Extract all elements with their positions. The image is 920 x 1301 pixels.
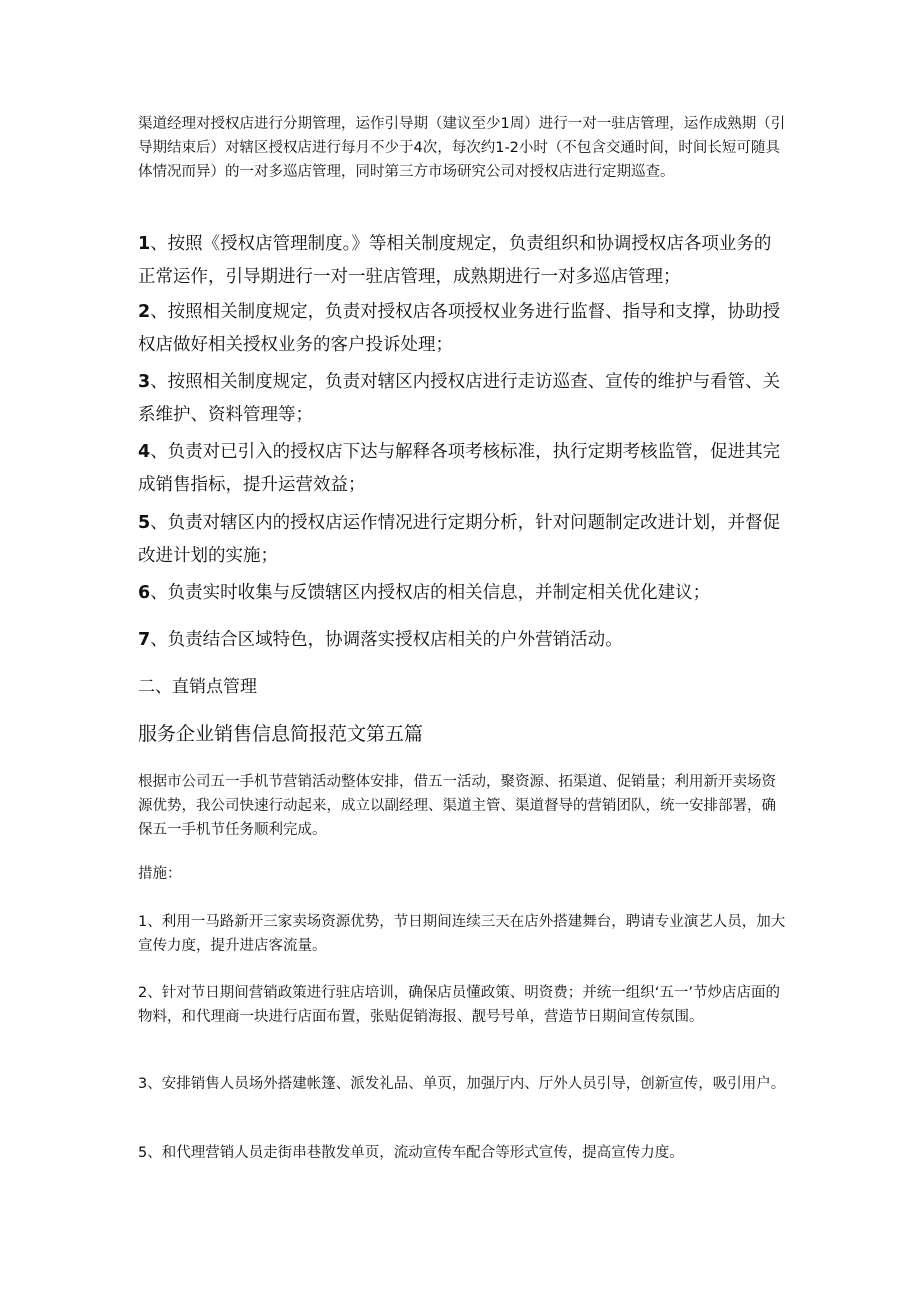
measure-item-2	[138, 981, 788, 1029]
section-title: 服务企业销售信息简报范文第五篇	[138, 723, 424, 745]
measure-number: 2	[138, 985, 148, 1001]
duty-number: 7	[138, 630, 151, 650]
duty-text: 、按照《授权店管理制度。》等相关制度规定，负责组织和协调授权店各项业务的正常运作，引导期进行一对一驻店管理，成熟期进行一对多巡店管理；	[138, 234, 772, 287]
duty-item-1	[138, 228, 788, 294]
duty-text: 、按照相关制度规定，负责对辖区内授权店进行走访巡查、宣传的维护与看管、关系维护、资料管理等；	[138, 372, 781, 425]
measure-item-1	[138, 910, 788, 958]
measures-label: 措施：	[138, 866, 182, 882]
duty-text: 、负责对已引入的授权店下达与解释各项考核标准，执行定期考核监管，促进其完成销售指标，提升运营效益；	[138, 442, 781, 495]
duty-item-3	[138, 366, 788, 432]
intro-paragraph: 渠道经理对授权店进行分期管理，运作引导期（建议至少1周）进行一对一驻店管理，运作成熟期（引导期结束后）对辖区授权店进行每月不少于4次，每次约1-2小时（不包含交通时间，时间长短可随具体情况而异）的一对多巡店管理，同时第三方市场研究公司对授权店进行定期巡查。	[138, 116, 786, 180]
duty-text: 、负责结合区域特色，协调落实授权店相关的户外营销活动。	[150, 630, 623, 650]
duty-text: 、负责实时收集与反馈辖区内授权店的相关信息，并制定相关优化建议；	[150, 583, 711, 603]
measure-number: 3	[138, 1076, 148, 1092]
duty-item-4	[138, 436, 788, 502]
duty-number: 6	[138, 583, 151, 603]
summary-paragraph: 根据市公司五一手机节营销活动整体安排，借五一活动，聚资源、拓渠道、促销量；利用新开卖场资源优势，我公司快速行动起来，成立以副经理、渠道主管、渠道督导的营销团队，统一安排部署，确保五一手机节任务顺利完成。	[138, 774, 776, 838]
measure-item-3	[138, 1072, 788, 1096]
duty-text: 、按照相关制度规定，负责对授权店各项授权业务进行监督、指导和支撑，协助授权店做好相关授权业务的客户投诉处理；	[138, 302, 781, 355]
measure-text: 、针对节日期间营销政策进行驻店培训，确保店员懂政策、明资费；并统一组织‘五一’节炒店店面的物料，和代理商一块进行店面布置，张贴促销海报、靓号号单，营造节日期间宣传氛围。	[138, 985, 780, 1025]
subheading: 二、直销点管理	[138, 677, 257, 697]
duty-number: 4	[138, 442, 151, 462]
measure-number: 5	[138, 1145, 148, 1161]
duty-number: 2	[138, 302, 151, 322]
duty-item-5	[138, 507, 788, 573]
duty-text: 、负责对辖区内的授权店运作情况进行定期分析，针对问题制定改进计划，并督促改进计划的实施；	[138, 513, 781, 566]
duty-number: 3	[138, 372, 151, 392]
measure-text: 、利用一马路新开三家卖场资源优势，节日期间连续三天在店外搭建舞台，聘请专业演艺人员，加大宣传力度，提升进店客流量。	[138, 914, 786, 954]
duty-item-2	[138, 296, 788, 362]
duty-number: 1	[138, 234, 151, 254]
measure-item-5	[138, 1141, 788, 1165]
measure-text: 、和代理营销人员走街串巷散发单页，流动宣传车配合等形式宣传，提高宣传力度。	[147, 1145, 684, 1161]
duty-number: 5	[138, 513, 151, 533]
measure-number: 1	[138, 914, 148, 930]
duty-item-6	[138, 577, 788, 610]
measure-text: 、安排销售人员场外搭建帐篷、派发礼品、单页，加强厅内、厅外人员引导，创新宣传，吸引用户。	[147, 1076, 786, 1092]
duty-item-7	[138, 624, 788, 657]
